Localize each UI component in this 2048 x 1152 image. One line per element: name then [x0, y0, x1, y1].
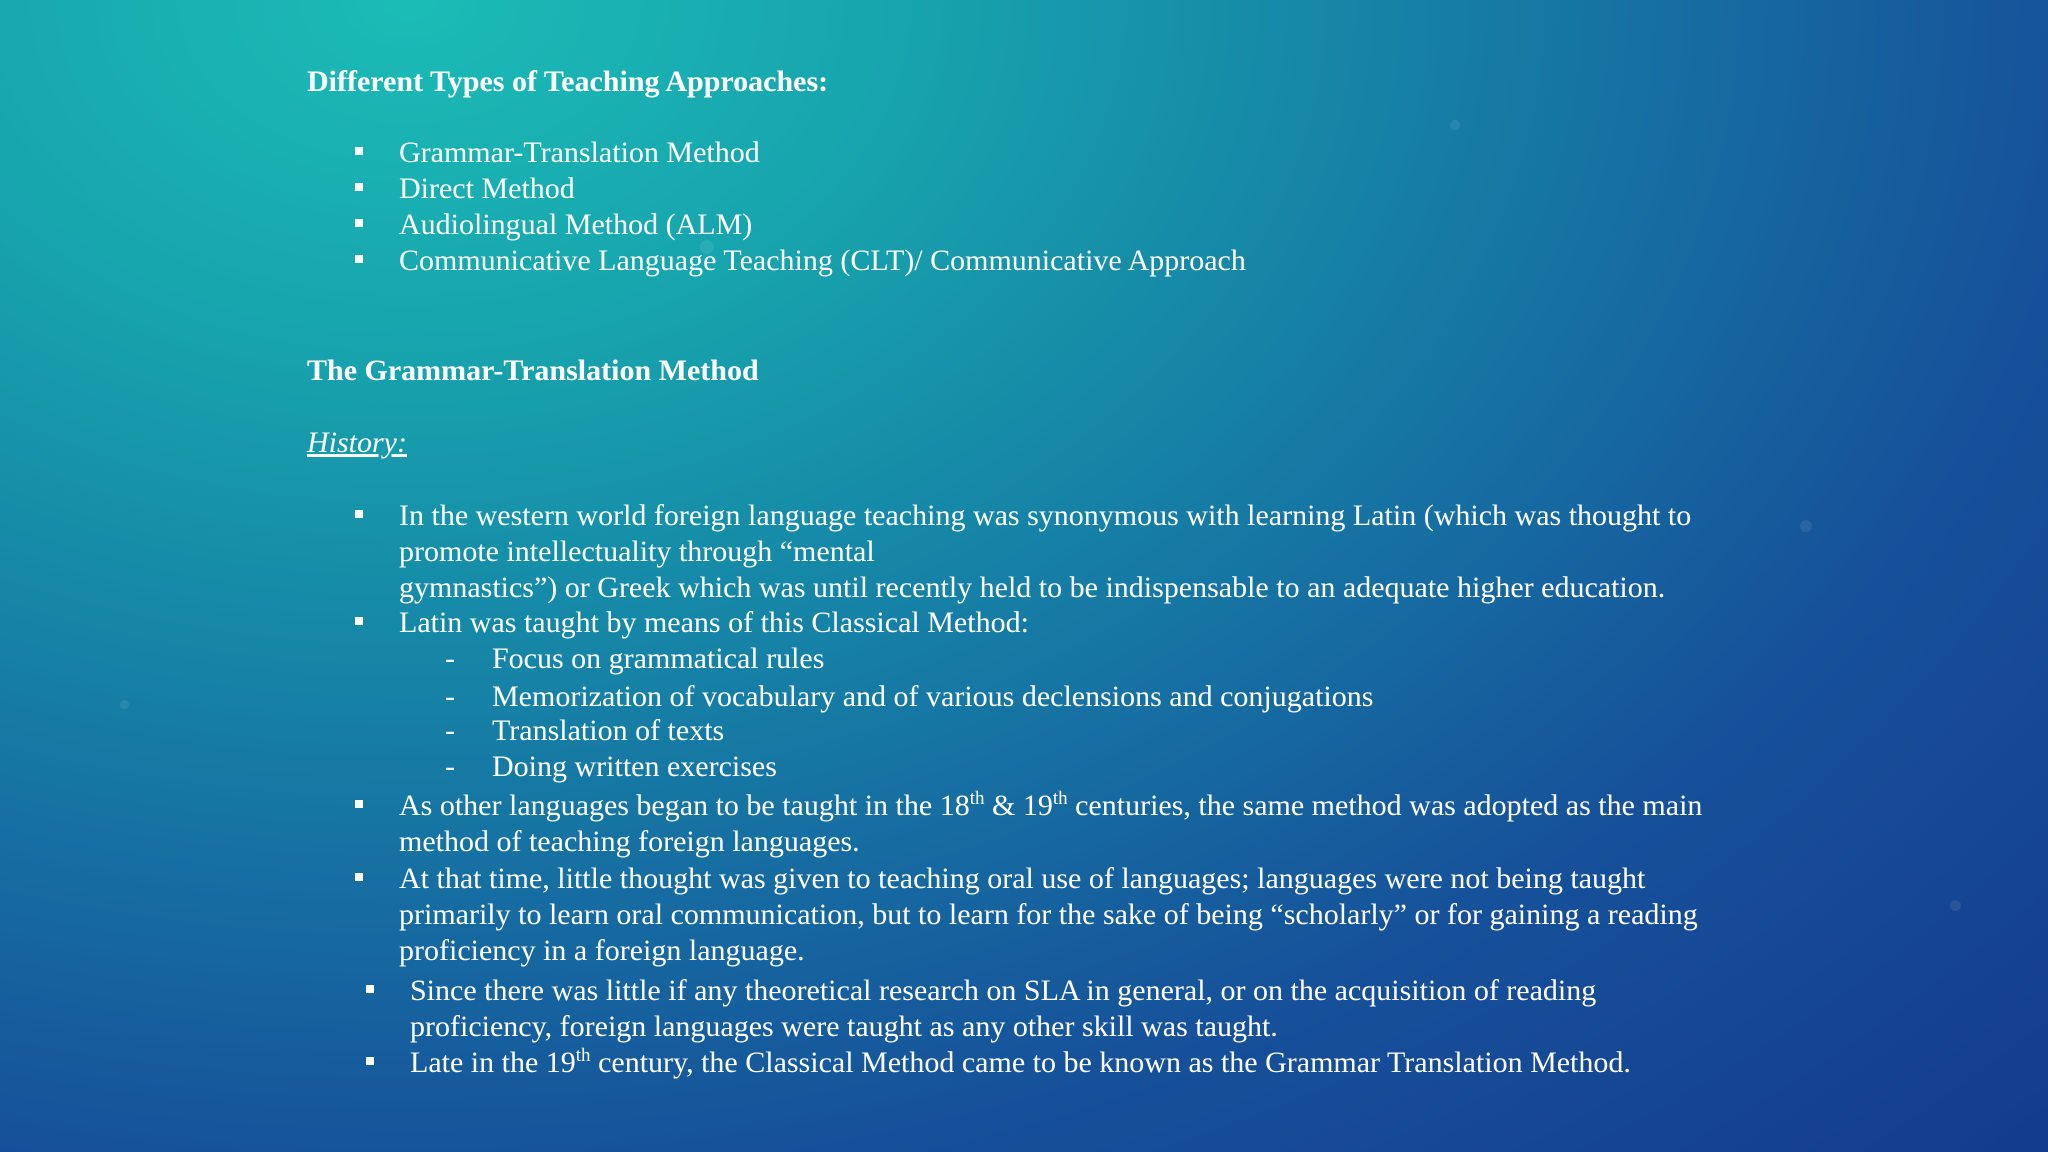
history-subheading: History: — [307, 426, 407, 459]
bullet-icon — [355, 183, 363, 191]
bullet-icon — [355, 147, 363, 155]
background-speck — [1450, 120, 1460, 130]
superscript: th — [575, 1045, 591, 1066]
superscript: th — [969, 788, 985, 809]
bullet-icon — [355, 873, 363, 881]
approach-item: Communicative Language Teaching (CLT)/ Communicative Approach — [399, 244, 1246, 277]
bullet-icon — [355, 255, 363, 263]
paragraph-line: primarily to learn oral communication, but to learn for the sake of being “scholarly” or for gaining a reading — [399, 898, 1698, 931]
paragraph-line: proficiency in a foreign language. — [399, 934, 805, 967]
text-run: As other languages began to be taught in the 18 — [399, 789, 970, 822]
bullet-icon — [366, 1057, 374, 1065]
bullet-icon — [366, 985, 374, 993]
sub-list-item: Translation of texts — [492, 714, 725, 747]
background-speck — [1800, 520, 1812, 532]
dash-icon: - — [445, 750, 455, 783]
paragraph-line: method of teaching foreign languages. — [399, 825, 860, 858]
paragraph-line: In the western world foreign language teaching was synonymous with learning Latin (which was thought to — [399, 499, 1692, 532]
paragraph-line — [399, 788, 1703, 822]
approach-item: Audiolingual Method (ALM) — [399, 208, 753, 241]
bullet-icon — [355, 510, 363, 518]
background-speck — [120, 700, 129, 709]
sub-list-item: Doing written exercises — [492, 750, 777, 783]
dash-icon: - — [445, 714, 455, 747]
bullet-icon — [355, 800, 363, 808]
paragraph-line: At that time, little thought was given to teaching oral use of languages; languages were not being taught — [399, 862, 1646, 895]
paragraph-line — [410, 1045, 1631, 1079]
section-heading-gtm: The Grammar-Translation Method — [307, 354, 759, 387]
section-heading-approaches: Different Types of Teaching Approaches: — [307, 65, 829, 98]
approach-item: Grammar-Translation Method — [399, 136, 760, 169]
background-speck — [1950, 900, 1961, 911]
sub-list-item: Focus on grammatical rules — [492, 642, 825, 675]
text-run: century, the Classical Method came to be known as the Grammar Translation Method. — [590, 1046, 1631, 1079]
paragraph-line: Since there was little if any theoretical research on SLA in general, or on the acquisition of reading — [410, 974, 1597, 1007]
text-run: & 19 — [984, 789, 1053, 822]
bullet-icon — [355, 617, 363, 625]
bullet-icon — [355, 219, 363, 227]
dash-icon: - — [445, 642, 455, 675]
paragraph-line: gymnastics”) or Greek which was until recently held to be indispensable to an adequate higher education. — [399, 571, 1666, 604]
paragraph-line: Latin was taught by means of this Classical Method: — [399, 606, 1029, 639]
text-run: Late in the 19 — [410, 1046, 576, 1079]
approach-item: Direct Method — [399, 172, 575, 205]
paragraph-line: proficiency, foreign languages were taught as any other skill was taught. — [410, 1010, 1278, 1043]
dash-icon: - — [445, 680, 455, 713]
superscript: th — [1052, 788, 1068, 809]
text-run: centuries, the same method was adopted as the main — [1067, 789, 1703, 822]
sub-list-item: Memorization of vocabulary and of various declensions and conjugations — [492, 680, 1374, 713]
paragraph-line: promote intellectuality through “mental — [399, 535, 875, 568]
